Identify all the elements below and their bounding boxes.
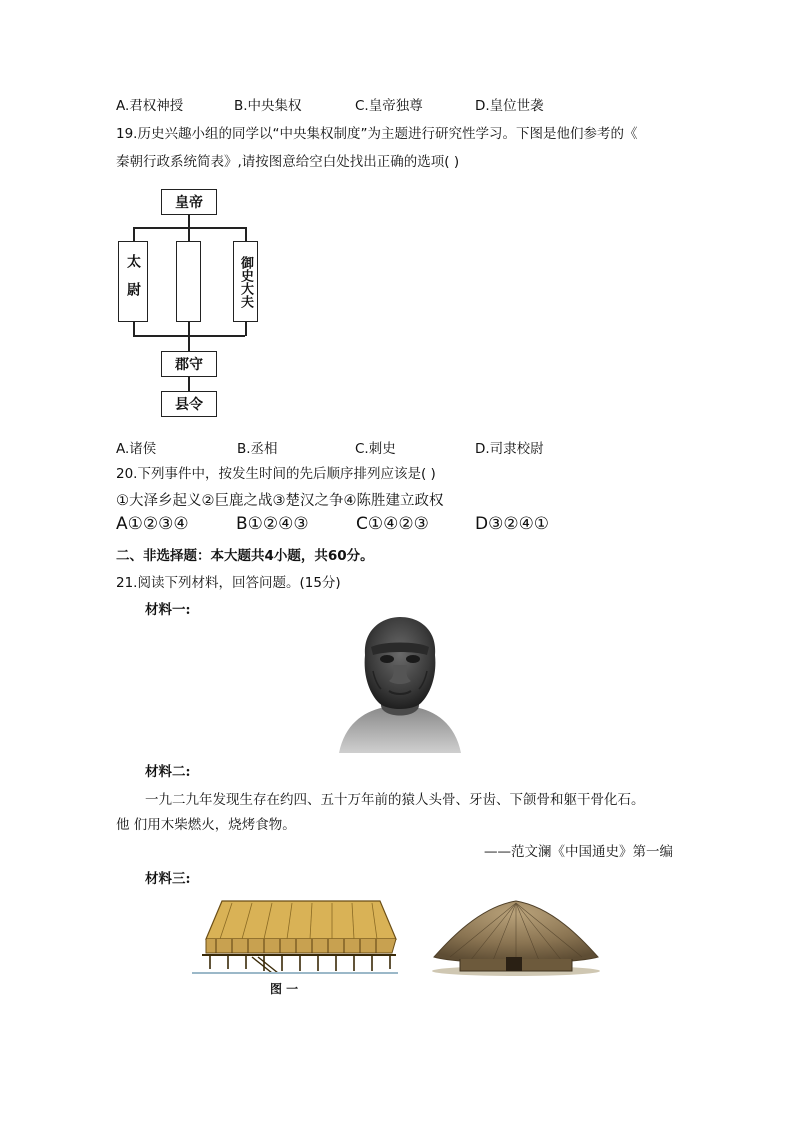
q21-stem: 21.阅读下列材料，回答问题。(15分) — [116, 575, 341, 591]
diagram-box-yushidafu: 御史大夫 — [233, 241, 258, 322]
q20-stem: 20.下列事件中，按发生时间的先后顺序排列应该是( ) — [116, 466, 436, 482]
material2-line2: 他 们用木柴燃火，烧烤食物。 — [116, 817, 296, 833]
q20-option-b: B①②④③ — [236, 514, 309, 534]
diagram-right-bottom-tick — [245, 321, 247, 336]
q18-option-d: D.皇位世袭 — [475, 98, 544, 114]
q19-option-d: D.司隶校尉 — [475, 441, 544, 457]
diagram-right-top-tick — [245, 227, 247, 241]
diagram-box-junshou: 郡守 — [161, 351, 217, 377]
q20-events: ①大泽乡起义②巨鹿之战③楚汉之争④陈胜建立政权 — [116, 493, 444, 509]
q20-option-d: D③②④① — [475, 514, 550, 534]
stilt-house-image — [192, 895, 398, 975]
material1-label: 材料一: — [145, 602, 191, 618]
q18-option-a: A.君权神授 — [116, 98, 184, 114]
q19-option-c: C.刺史 — [355, 441, 396, 457]
q20-option-a: A①②③④ — [116, 514, 189, 534]
diagram-lower-line — [188, 377, 190, 391]
q19-stem-line2: 秦朝行政系统简表》,请按图意给空白处找出正确的选项( ) — [116, 154, 460, 170]
round-hut-image — [430, 895, 602, 977]
q18-option-c: C.皇帝独尊 — [355, 98, 423, 114]
diagram-left-top-tick — [133, 227, 135, 241]
diagram-top-bar — [133, 227, 245, 229]
q18-option-b: B.中央集权 — [234, 98, 302, 114]
q19-stem-line1: 19.历史兴趣小组的同学以“中央集权制度”为主题进行研究性学习。下图是他们参考的《 — [116, 126, 638, 142]
peking-man-bust-image — [335, 615, 465, 753]
material2-label: 材料二: — [145, 764, 191, 780]
diagram-box-blank — [176, 241, 201, 322]
diagram-left-bottom-tick — [133, 321, 135, 336]
diagram-box-emperor: 皇帝 — [161, 189, 217, 215]
diagram-box-taiwei: 太尉 — [118, 241, 148, 322]
q20-option-c: C①④②③ — [356, 514, 429, 534]
q19-option-a: A.诸侯 — [116, 441, 157, 457]
material2-line1: 一九二九年发现生存在约四、五十万年前的猿人头骨、牙齿、下颌骨和躯干骨化石。 — [145, 792, 645, 808]
q19-option-b: B.丞相 — [237, 441, 278, 457]
material2-source: ——范文澜《中国通史》第一编 — [484, 844, 673, 860]
material3-label: 材料三: — [145, 871, 191, 887]
diagram-bottom-bar — [133, 335, 245, 337]
figure-caption: 图 一 — [270, 982, 299, 996]
diagram-box-xianling: 县令 — [161, 391, 217, 417]
section2-heading: 二、非选择题：本大题共4小题，共60分。 — [116, 548, 374, 564]
